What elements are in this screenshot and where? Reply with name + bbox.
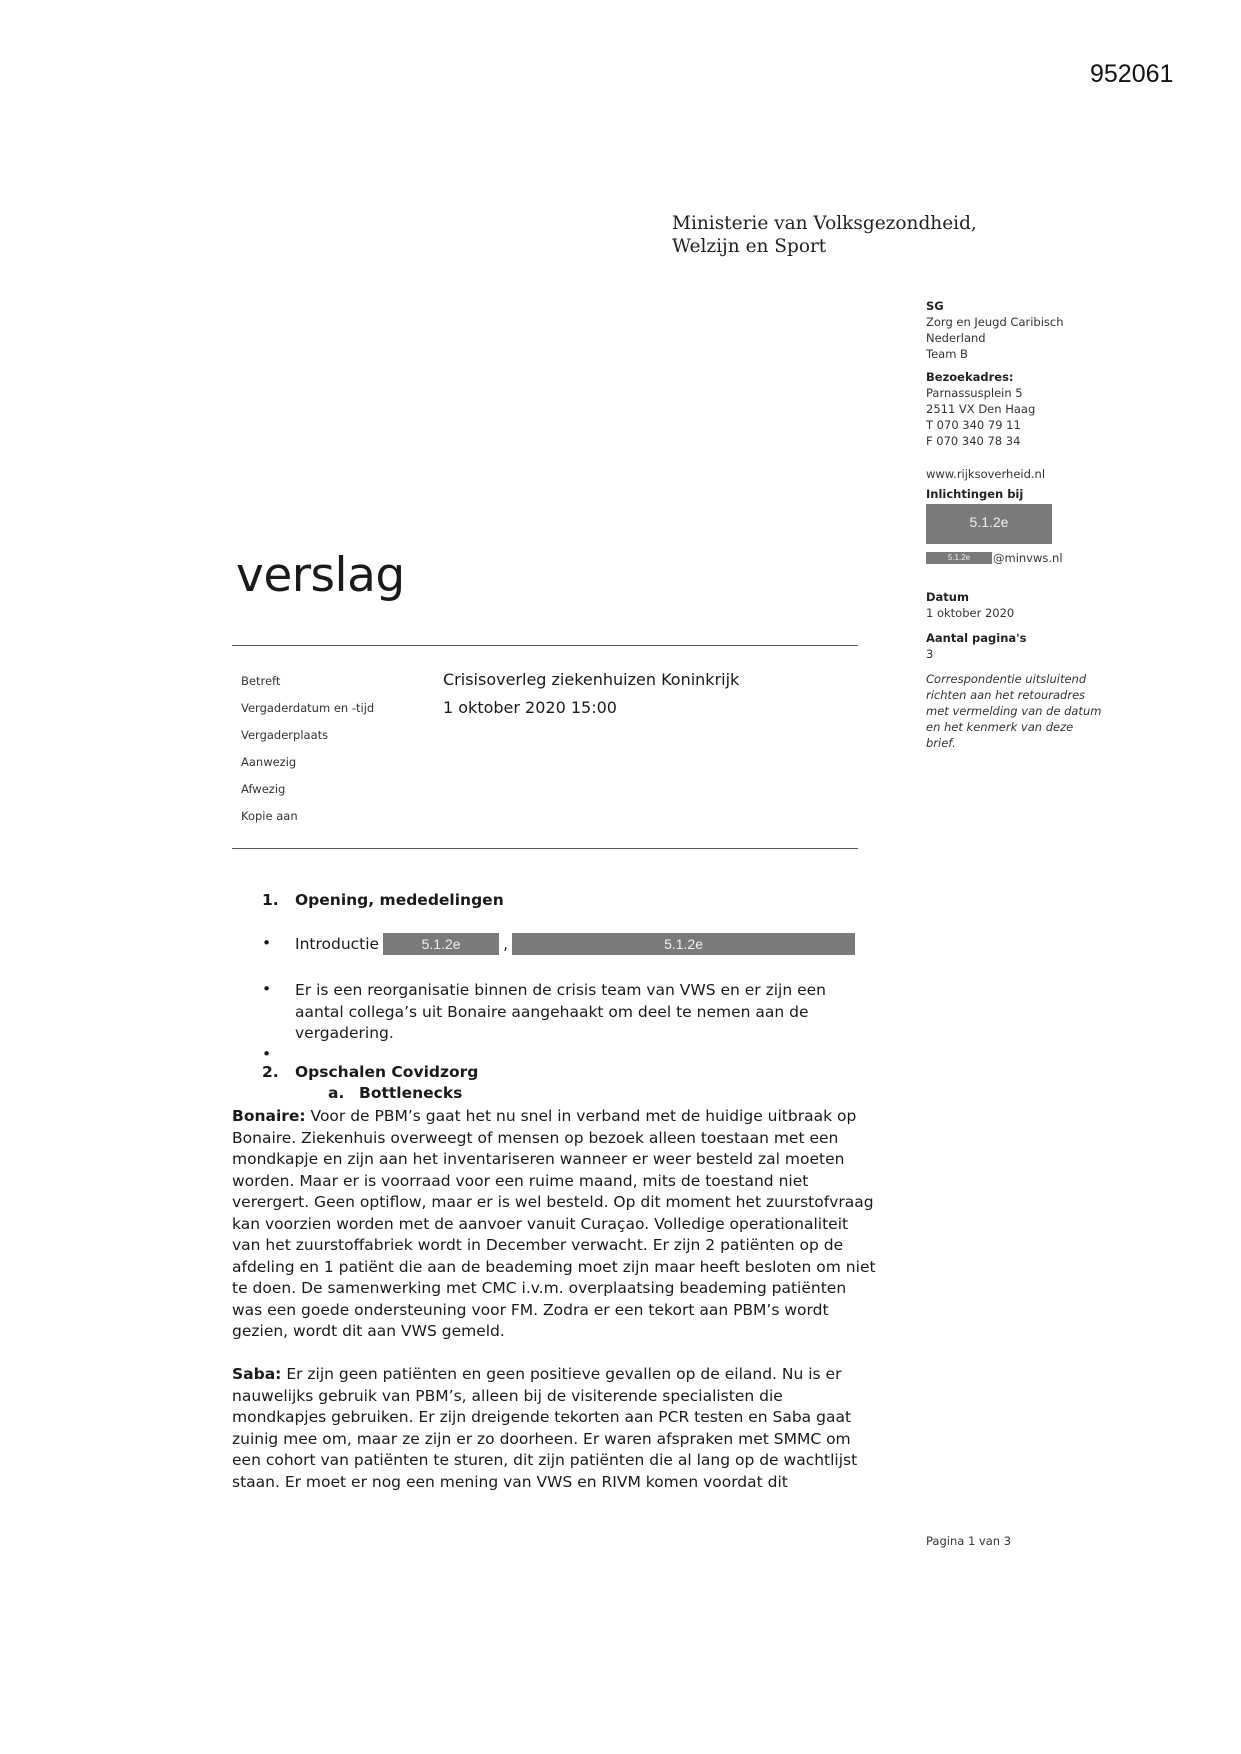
section-1-title: Opening, mededelingen	[295, 891, 504, 909]
text-line: verergert. Geen optiflow, maar er is wel besteld. Op dit moment het zuurstofvraag	[232, 1193, 874, 1211]
meta-label-subject: Betreft	[241, 674, 281, 688]
visit-address-label: Bezoekadres:	[926, 370, 1014, 384]
date-label: Datum	[926, 590, 969, 604]
page-footer: Pagina 1 van 3	[926, 1534, 1012, 1548]
info-label: Inlichtingen bij	[926, 487, 1024, 501]
meta-subject: Crisisoverleg ziekenhuizen Koninkrijk	[443, 670, 740, 689]
text-line: Er zijn geen patiënten en geen positieve gevallen op de eiland. Nu is er	[281, 1365, 842, 1383]
org-unit-sg: SG	[926, 299, 944, 313]
section-2-number: 2.	[262, 1063, 279, 1081]
address-line: 2511 VX Den Haag	[926, 402, 1036, 416]
text-line: vergadering.	[295, 1024, 394, 1042]
note-line: met vermelding van de datum	[926, 704, 1102, 718]
meta-label-location: Vergaderplaats	[241, 728, 329, 742]
org-unit-line: Nederland	[926, 331, 986, 345]
text-line: van het zuurstoffabriek wordt in December verwacht. Er zijn 2 patiënten op de	[232, 1236, 844, 1254]
meta-label-present: Aanwezig	[241, 755, 297, 769]
note-line: Correspondentie uitsluitend	[926, 672, 1087, 686]
meta-label-absent: Afwezig	[241, 782, 286, 796]
text-line: Voor de PBM’s gaat het nu snel in verband met de huidige uitbraak op	[305, 1107, 857, 1125]
fax-number: F 070 340 78 34	[926, 434, 1021, 448]
bullet-icon: •	[262, 934, 272, 952]
subsection-a-title: Bottlenecks	[359, 1084, 463, 1102]
document-number: 952061	[1090, 60, 1174, 88]
text-line: worden. Maar er is voorraad voor een ruime maand, mits de toestand niet	[232, 1171, 809, 1190]
text-line: kan voorzien worden met de aanvoer vanuit Curaçao. Volledige operationaliteit	[232, 1214, 849, 1233]
text-line: staan. Er moet er nog een mening van VWS en RIVM komen voordat dit	[232, 1472, 788, 1491]
section-1-number: 1.	[262, 891, 279, 909]
ministry-line-2: Welzijn en Sport	[672, 236, 827, 257]
address-line: Parnassusplein 5	[926, 386, 1023, 400]
text-line: gezien, wordt dit aan VWS gemeld.	[232, 1322, 505, 1340]
sidebar	[926, 298, 1126, 751]
text-line: zuinig mee om, maar ze zijn er zo doorheen. Er waren afspraken met SMMC om	[232, 1429, 851, 1448]
text-line: Bonaire. Ziekenhuis overweegt of mensen op bezoek alleen toestaan met een	[232, 1128, 839, 1147]
meta-label-copy: Kopie aan	[241, 809, 298, 823]
bullet-icon: •	[262, 980, 272, 998]
text-line: mondkapjes gebruiken. Er zijn dreigende tekorten aan PCR testen en Saba gaat	[232, 1408, 852, 1426]
note-line: richten aan het retouradres	[926, 688, 1086, 702]
ministry-name	[672, 212, 977, 258]
text-line: was een goede ondersteuning voor FM. Zodra er een tekort aan PBM’s wordt	[232, 1300, 829, 1319]
bullet-reorganisation	[295, 980, 895, 1045]
text-line: te doen. De samenwerking met CMC i.v.m. overplaatsing beademing patiënten	[232, 1279, 847, 1297]
divider-top	[232, 645, 858, 646]
section-2-title: Opschalen Covidzorg	[295, 1063, 479, 1081]
divider-bottom	[232, 848, 858, 849]
meta-datetime: 1 oktober 2020 15:00	[443, 698, 617, 717]
note-line: brief.	[926, 736, 956, 750]
contact-email	[926, 550, 1126, 566]
redaction-block: 5.1.2e	[926, 552, 992, 564]
note-line: en het kenmerk van deze	[926, 720, 1074, 734]
meta-labels	[241, 668, 374, 830]
correspondence-note	[926, 671, 1126, 751]
date-value: 1 oktober 2020	[926, 606, 1015, 620]
saba-paragraph	[232, 1364, 912, 1493]
page-count-label: Aantal pagina's	[926, 631, 1027, 645]
page-count-value: 3	[926, 647, 934, 661]
bonaire-paragraph	[232, 1106, 912, 1343]
meta-values	[443, 666, 739, 722]
redaction-block: 5.1.2e	[383, 933, 499, 955]
phone-number: T 070 340 79 11	[926, 418, 1021, 432]
email-domain: @minvws.nl	[993, 551, 1063, 565]
org-unit-line: Zorg en Jeugd Caribisch	[926, 315, 1064, 329]
saba-label: Saba:	[232, 1365, 282, 1383]
text-line: een cohort van patiënten te sturen, dit zijn patiënten die al lang op de wachtlijst	[232, 1451, 858, 1469]
subsection-a-letter: a.	[328, 1084, 345, 1102]
document-title: verslag	[236, 548, 405, 603]
website-link: www.rijksoverheid.nl	[926, 467, 1046, 481]
bonaire-label: Bonaire:	[232, 1107, 306, 1125]
meta-label-datetime: Vergaderdatum en -tijd	[241, 701, 375, 715]
introduction-line	[295, 933, 855, 955]
intro-separator: ,	[503, 935, 509, 953]
text-line: aantal collega’s uit Bonaire aangehaakt om deel te nemen aan de	[295, 1002, 809, 1021]
ministry-line-1: Ministerie van Volksgezondheid,	[672, 213, 977, 234]
text-line: Er is een reorganisatie binnen de crisis team van VWS en er zijn een	[295, 981, 827, 999]
text-line: afdeling en 1 patiënt die aan de beademing moet zijn maar heeft besloten om niet	[232, 1257, 876, 1276]
intro-label: Introductie	[295, 935, 380, 953]
text-line: nauwelijks gebruik van PBM’s, alleen bij de visiterende specialisten die	[232, 1386, 783, 1405]
org-unit-line: Team B	[926, 347, 968, 361]
redaction-block: 5.1.2e	[512, 933, 855, 955]
text-line: mondkapje en zijn aan het inventariseren wanneer er weer besteld zal moeten	[232, 1150, 845, 1168]
bullet-icon: •	[262, 1045, 272, 1063]
redaction-block: 5.1.2e	[926, 504, 1052, 544]
